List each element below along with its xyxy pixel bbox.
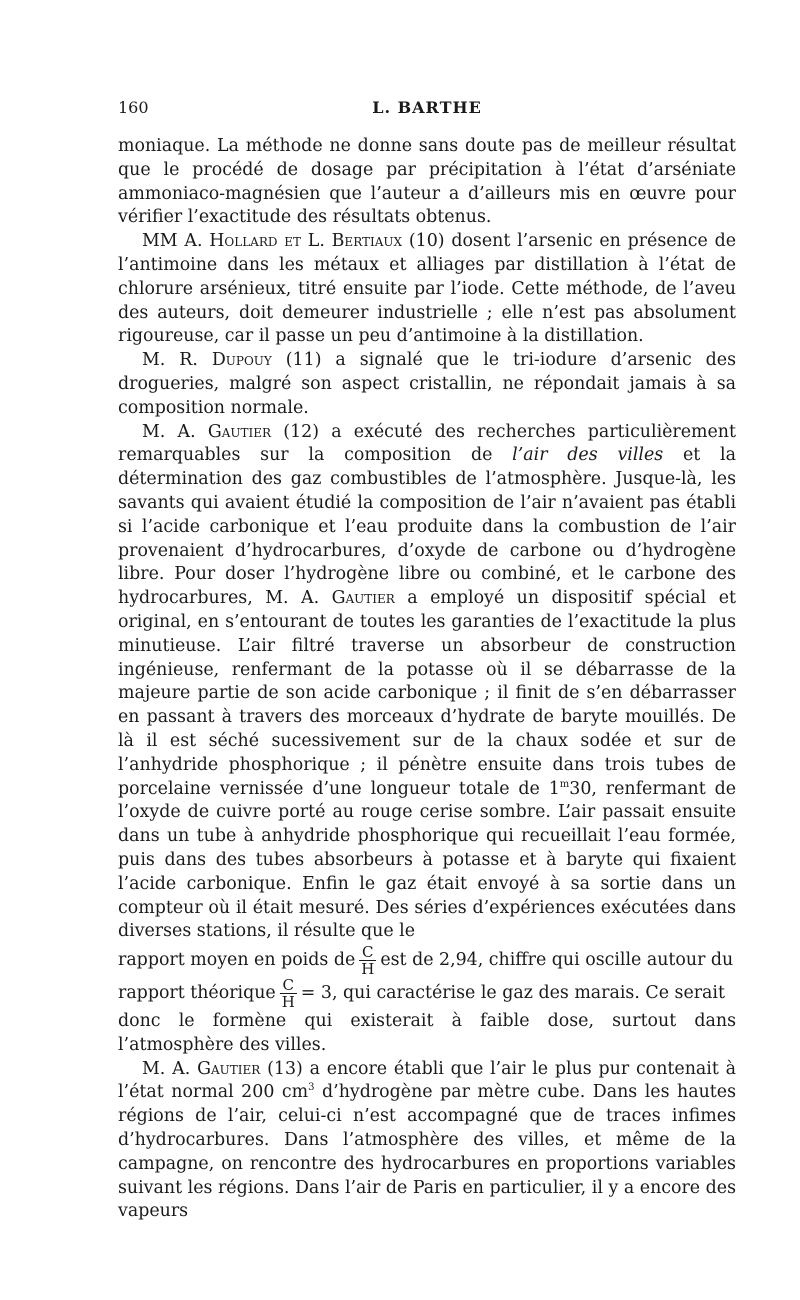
formula-line-mean-ratio (118, 944, 736, 977)
paragraph-text: et la détermination des gaz combustibles de l’atmosphère. Jusque-là, les savants qui avaient étudié la composition de l’air n’avaient pas établi si l’acide carbonique et l’eau produite dans la combustion de l’air provenaient d’hydrocarbures, d’oxyde de carbone ou d’hydrogène libre. Pour doser l’hydrogène libre ou combiné, et le carbone des hydrocarbures, M. A. (118, 445, 736, 609)
paragraph-lead: M. R. (142, 350, 212, 371)
paragraph-gautier-13 (118, 1058, 736, 1225)
paragraph-gautier-12 (118, 421, 736, 945)
paragraph-text: L. (301, 231, 332, 252)
formula-text-before: rapport théorique (118, 983, 276, 1004)
paragraph-text: 30, renfermant de l’oxyde de cuivre porté au rouge cerise sombre. L’air passait ensuite dans un tube à anhydride phosphorique qui recueillait l’eau formée, puis dans des tubes absorbeurs à potasse et à baryte qui fixaient l’acide carbonique. Enfin le gaz était envoyé à sa sortie dans un compteur où il était mesuré. Des séries d’expériences exécutées dans diverses stations, il résulte que le (118, 778, 736, 942)
fraction-numerator: C (280, 977, 297, 994)
formula-line-theoretical-ratio (118, 977, 736, 1010)
formula-text-after: est de 2,94, chiffre qui oscille autour du (380, 950, 734, 971)
paragraph-dupouy (118, 349, 736, 420)
paragraph-text: a employé un dispositif spécial et original, en s’entourant de toutes les garanties de l’exactitude la plus minutieuse. L’air filtré traverse un absorbeur de construction ingénieuse, renfermant de la potasse où il se débarrasse de la majeure partie de son acide carbonique ; il finit de s’en débarrasser en passant à travers des morceaux d’hydrate de baryte mouillés. De là il est séché sucessivement sur de la chaux sodée et sur de l’anhydride phosphorique ; il pénètre ensuite dans trois tubes de porcelaine vernissée d’une longueur totale de 1 (118, 588, 736, 799)
paragraph-text: (10) dosent l’arsenic en présence de l’antimoine dans les métaux et alliages par distillation à l’état de chlorure arsénieux, titré ensuite par l’iode. Cette méthode, de l’aveu des auteurs, doit demeurer industrielle ; elle n’est pas absolument rigoureuse, car il passe un peu d’antimoine à la distillation. (118, 231, 736, 347)
author-name: Dupouy (211, 350, 272, 371)
paragraph-text: (11) a signalé que le tri-iodure d’arsenic des drogueries, malgré son aspect cristallin, ne répondait jamais à sa composition normale. (118, 350, 736, 418)
author-name: Bertiaux (331, 231, 403, 252)
italic-phrase: l’air des villes (512, 445, 664, 466)
paragraph-text: (13) a encore établi que l’air le plus pur contenait à l’état normal 200 cm (118, 1058, 736, 1103)
paragraph-formene: donc le formène qui existerait à faible dose, surtout dans l’atmosphère des villes. (118, 1011, 736, 1055)
paragraph-lead: MM A. (142, 231, 210, 252)
author-name: Gautier (197, 1058, 261, 1079)
running-head-author: L. BARTHE (372, 98, 482, 117)
paragraph-hollard-bertiaux (118, 230, 736, 349)
page-number: 160 (118, 98, 149, 117)
author-name: Gautier (207, 421, 272, 442)
fraction-denominator: H (281, 993, 295, 1012)
author-name: Gautier (331, 588, 395, 609)
paragraph-continuation: moniaque. La méthode ne donne sans doute pas de meilleur résultat que le procédé de dosage par précipitation à l’état d’arséniate ammoniaco-magnésien que l’auteur a d’ailleurs mis en œuvre pour vérifier l’exactitude des résultats obtenus. (118, 136, 736, 228)
fraction-numerator: C (359, 944, 376, 961)
formula-text-before: rapport moyen en poids de (118, 950, 356, 971)
running-header (118, 98, 736, 122)
fraction-c-over-h (359, 944, 376, 977)
paragraph-lead: M. A. (142, 421, 208, 442)
fraction-denominator: H (361, 960, 375, 979)
body-text (118, 135, 736, 1224)
unit-superscript: 3 (308, 1082, 315, 1094)
author-name: Hollard et (209, 231, 302, 252)
paragraph-text: (12) a exécuté des recherches particulièrement remarquables sur la composition de (118, 421, 736, 466)
fraction-c-over-h (280, 977, 297, 1010)
unit-superscript: m (559, 778, 570, 790)
paragraph-text: d’hydrogène par mètre cube. Dans les hautes régions de l’air, celui-ci n’est accompagné que de traces infimes d’hydrocarbures. Dans l’atmosphère des villes, et même de la campagne, on rencontre des hydrocarbures en proportions variables suivant les régions. Dans l’air de Paris en particulier, il y a encore des vapeurs (118, 1082, 736, 1222)
formula-text-after: = 3, qui caractérise le gaz des marais. Ce serait (300, 983, 725, 1004)
paragraph-lead: M. A. (142, 1058, 198, 1079)
